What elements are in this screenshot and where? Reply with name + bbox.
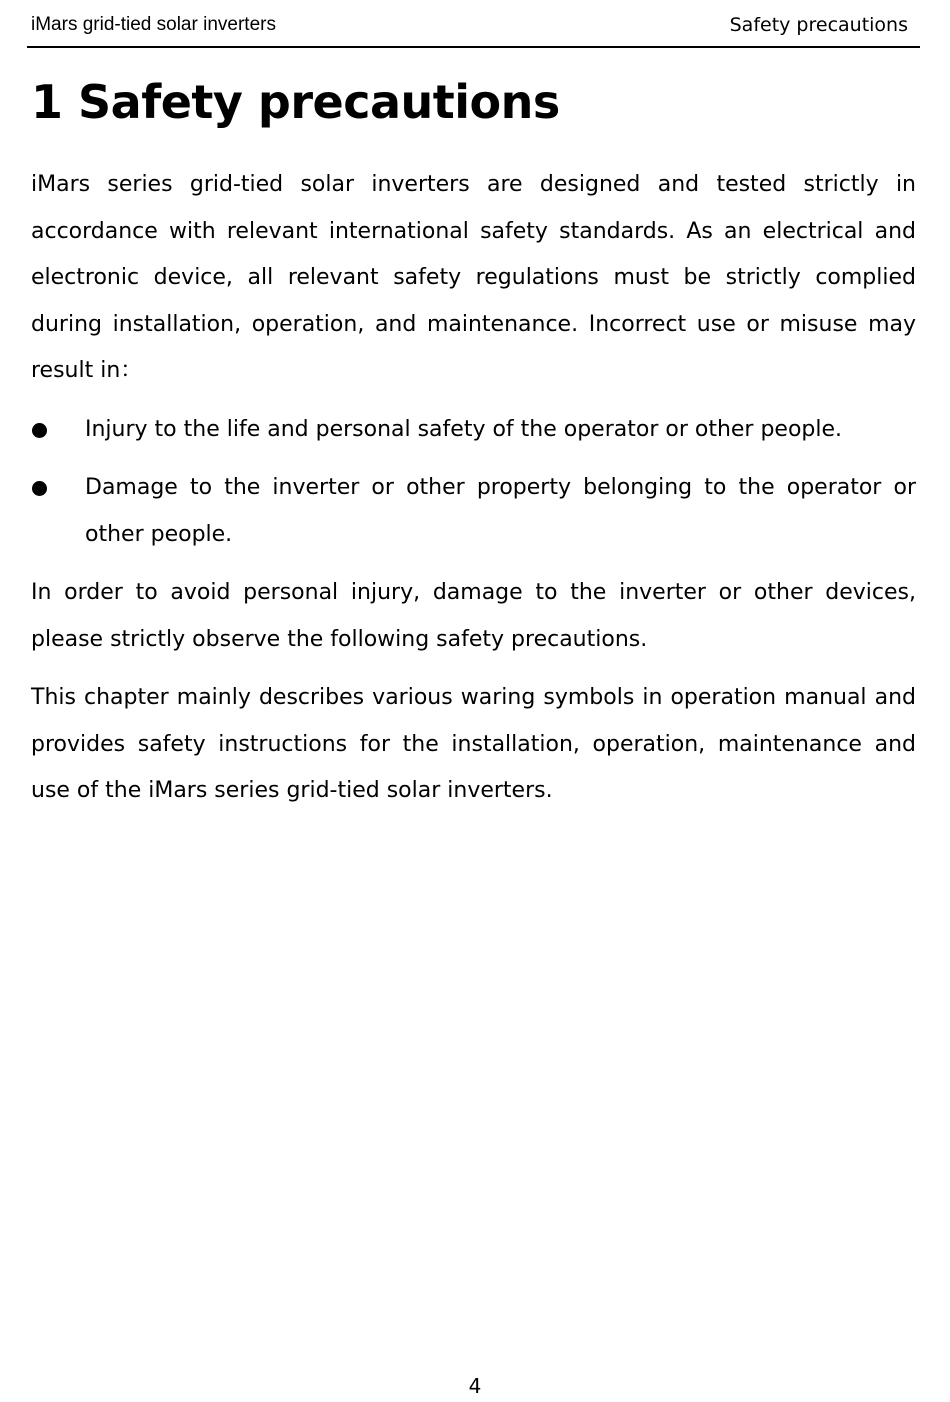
- precautions-paragraph: In order to avoid personal injury, damage to the inverter or other devices, please strictly observe the following safety precautions.: [31, 580, 916, 652]
- chapter-description-paragraph: This chapter mainly describes various waring symbols in operation manual and provides safety instructions for the installation, operation, maintenance and use of the iMars series grid-tied solar inverters.: [31, 685, 916, 803]
- page-header: [27, 10, 920, 48]
- bullet-icon: [32, 423, 47, 438]
- list-item: [31, 407, 916, 454]
- header-document-title: iMars grid-tied solar inverters: [31, 14, 276, 35]
- page-content: [31, 70, 916, 815]
- header-chapter-title: Safety precautions: [729, 14, 908, 36]
- intro-paragraph: iMars series grid-tied solar inverters are designed and tested strictly in accordance with relevant international safety standards. As an electrical and electronic device, all relevant safety regulations must be strictly complied during installation, operation, and maintenance. Incorrect use or misuse may result in：: [31, 172, 916, 383]
- bullet-icon: [32, 481, 47, 496]
- list-item: [31, 465, 916, 558]
- list-item-text: Damage to the inverter or other property belonging to the operator or other people.: [85, 475, 916, 547]
- list-item-text: Injury to the life and personal safety of the operator or other people.: [85, 416, 843, 442]
- section-title: 1 Safety precautions: [31, 75, 560, 129]
- consequence-list: [31, 407, 916, 559]
- page-number: 4: [468, 1374, 482, 1398]
